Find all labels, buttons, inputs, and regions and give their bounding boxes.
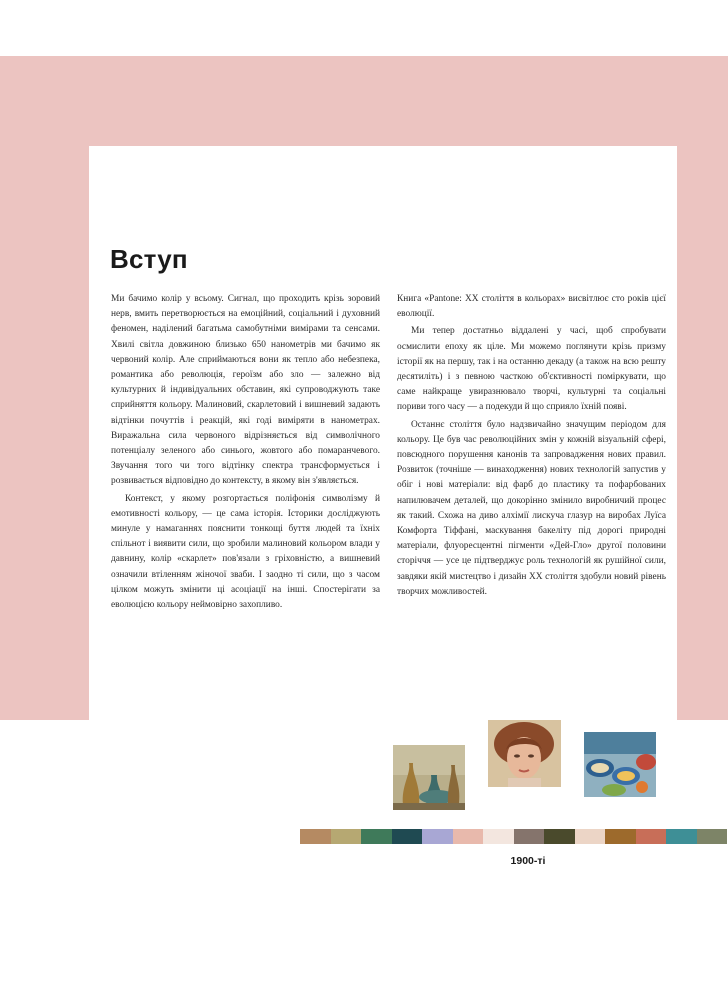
color-swatch xyxy=(575,829,606,844)
color-swatch xyxy=(422,829,453,844)
color-swatch xyxy=(453,829,484,844)
color-swatch xyxy=(514,829,545,844)
color-swatch xyxy=(392,829,423,844)
color-swatch xyxy=(544,829,575,844)
color-swatch xyxy=(697,829,728,844)
text-column-left xyxy=(111,292,380,613)
paragraph: Ми бачимо колір у всьому. Сигнал, що проходить крізь зоровий нерв, вмить перетворюється на емоційний, соціальний і духовний феномен, наділений багатьма самобутніми вимірами та сенсами. Хвилі світла довжиною близько 650 нанометрів ми бачимо як червоний колір. Але сприймаються вони як тепло або небезпека, романтика або революція, героїзм або зло — залежно від культурних й індивідуальних обставин, які супроводжують таке сприйняття кольору. Малиновий, скарлетовий і вишневий задають відтінки почуттів і реакцій, які годі виміряти в нанометрах. Виражальна сила червоного відрізняється від символічного потенціалу зеленого або синього, жовтого або помаранчевого. Звучання того чи того відтінку спектра трансформується і розвивається відповідно до контексту, в якому він з'являється. xyxy=(111,294,380,487)
color-swatch xyxy=(483,829,514,844)
color-swatch-strip xyxy=(300,829,728,844)
paragraph: Книга «Pantone: ХХ століття в кольорах» висвітлює сто років цієї еволюції. xyxy=(397,294,666,320)
fruit-painting-image xyxy=(584,732,656,797)
page-title: Вступ xyxy=(110,244,188,274)
color-swatch xyxy=(666,829,697,844)
color-swatch xyxy=(605,829,636,844)
color-swatch xyxy=(636,829,667,844)
paragraph: Контекст, у якому розгортається поліфонія символізму й емотивності кольору, — це сама історія. Історики досліджують минуле у намаганнях пояснити тонкощі буття людей та їхніх спільнот і виявити сили, що зробили малиновий кольором влади у давнину, колір «скарлет» пов'язали з гріховністю, а вишневий означили втіленням жіночої зваби. І заодно ті сили, що з часом цілком можуть змінити ці асоціації на інші. Спостерігати за еволюцією кольору неймовірно захопливо. xyxy=(111,493,380,611)
color-swatch xyxy=(300,829,331,844)
text-column-right xyxy=(397,292,666,600)
color-swatch xyxy=(331,829,362,844)
portrait-woman-image xyxy=(488,720,561,787)
color-swatch xyxy=(361,829,392,844)
paragraph: Ми тепер достатньо віддалені у часі, щоб спробувати осмислити епоху як ціле. Ми можемо поглянути крізь призму історії як на першу, так і на останню декаду (а також на всю решту десятиліть) і з певною часткою об'єктивності поміркувати, що саме найкраще увиразнювало творчі, культурні та соціальні пориви того часу — а подекуди й що сприяло їхній появі. xyxy=(397,326,666,413)
paragraph: Останнє століття було надзвичайно значущим періодом для кольору. Це був час революційних змін у кожній візуальній сфері, повсюдного порушення канонів та запровадження нових правил. Розвиток (точніше — винаходження) нових технологій запустив у обіг і нові матеріали: від фарб до пластику та пофарбованих напилювачем деталей, що докорінно змінило виробничий процес як такий. Схожа на диво алхімії лискуча глазур на виробах Луїса Комфорта Тіффані, маскування бакеліту під дорогі природні матеріали, флуоресцентні пігменти «Дей-Гло» другої половини сторіччя — усе це підтверджує роль технологій як рушійної сили, завдяки якій мистецтво і дизайн ХХ століття здобули новий рівень творчих можливостей. xyxy=(397,419,666,597)
decade-label: 1900-ті xyxy=(510,855,546,867)
tiffany-vases-image xyxy=(393,745,465,810)
